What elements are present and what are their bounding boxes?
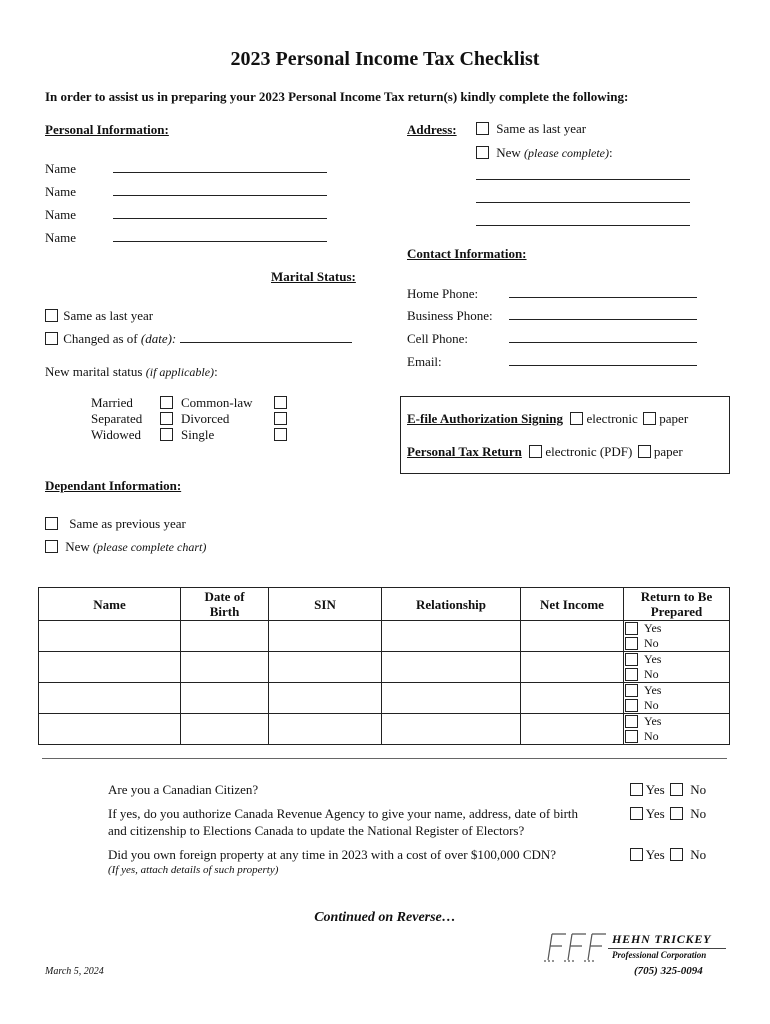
col-header-dob <box>181 588 269 621</box>
personal-info-heading: Personal Information: <box>45 122 169 137</box>
return-yes-option[interactable] <box>624 714 729 729</box>
table-row <box>39 714 730 745</box>
name-row-4 <box>45 230 327 246</box>
efile-electronic-label: electronic <box>586 411 638 426</box>
dependant-new-checkbox[interactable] <box>45 540 58 553</box>
return-yes-option[interactable] <box>624 652 729 667</box>
cell-dob[interactable] <box>181 652 269 683</box>
question-citizen: Are you a Canadian Citizen? <box>108 782 259 797</box>
return-yes-checkbox[interactable] <box>625 715 638 728</box>
return-no-option[interactable] <box>624 636 729 651</box>
marital-option-married[interactable] <box>91 395 171 411</box>
cell-net-income[interactable] <box>521 621 624 652</box>
return-no-option[interactable] <box>624 698 729 713</box>
name-label: Name <box>45 207 77 222</box>
return-no-label: No <box>644 698 659 712</box>
foreign-yes-checkbox[interactable] <box>630 848 643 861</box>
return-paper-label: paper <box>653 444 683 459</box>
question-elections-answers <box>630 806 706 822</box>
cell-name[interactable] <box>39 683 181 714</box>
question-foreign-note: (If yes, attach details of such property) <box>108 864 279 876</box>
return-yes-checkbox[interactable] <box>625 622 638 635</box>
cell-relationship[interactable] <box>382 621 521 652</box>
return-yes-checkbox[interactable] <box>625 684 638 697</box>
marital-option-label: Single <box>181 427 215 442</box>
col-header-return-text: Return to Be Prepared <box>640 589 713 619</box>
marital-option-label: Divorced <box>181 411 230 426</box>
address-heading: Address: <box>407 122 457 137</box>
question-elections-line1: If yes, do you authorize Canada Revenue Agency to give your name, address, date of birth <box>108 806 579 821</box>
efile-paper-label: paper <box>659 411 689 426</box>
table-row <box>39 683 730 714</box>
dependant-heading: Dependant Information: <box>45 478 182 493</box>
address-line-1[interactable] <box>476 170 690 180</box>
email-label: Email: <box>407 354 442 369</box>
firm-underline <box>608 948 726 949</box>
cell-return <box>624 714 730 745</box>
marital-married-checkbox[interactable] <box>160 396 173 409</box>
marital-widowed-checkbox[interactable] <box>160 428 173 441</box>
cell-relationship[interactable] <box>382 714 521 745</box>
citizen-no-checkbox[interactable] <box>670 783 683 796</box>
cell-return <box>624 652 730 683</box>
question-foreign-answers <box>630 847 706 863</box>
cell-sin[interactable] <box>269 683 382 714</box>
marital-changed-option[interactable] <box>45 331 352 347</box>
business-phone-label: Business Phone: <box>407 308 493 323</box>
question-elections-line2: and citizenship to Elections Canada to update the National Register of Electors? <box>108 823 525 838</box>
col-header-relationship: Relationship <box>382 588 521 621</box>
marital-same-option[interactable] <box>45 308 153 324</box>
marital-heading: Marital Status: <box>271 269 356 284</box>
name-input-line[interactable] <box>113 209 327 219</box>
dependant-same-checkbox[interactable] <box>45 517 58 530</box>
name-row-2 <box>45 184 327 200</box>
name-input-line[interactable] <box>113 232 327 242</box>
cell-net-income[interactable] <box>521 714 624 745</box>
marital-single-checkbox[interactable] <box>274 428 287 441</box>
col-header-dob-text: Date of Birth <box>204 589 245 619</box>
home-phone-input-line[interactable] <box>509 288 697 298</box>
cell-dob[interactable] <box>181 683 269 714</box>
foreign-no-checkbox[interactable] <box>670 848 683 861</box>
page-title: 2023 Personal Income Tax Checklist <box>230 48 540 70</box>
return-yes-checkbox[interactable] <box>625 653 638 666</box>
cell-sin[interactable] <box>269 621 382 652</box>
elections-yes-checkbox[interactable] <box>630 807 643 820</box>
address-same-option[interactable] <box>476 121 586 137</box>
citizen-yes-checkbox[interactable] <box>630 783 643 796</box>
intro-text: In order to assist us in preparing your 2023 Personal Income Tax return(s) kindly complete the following: <box>45 89 629 104</box>
name-label: Name <box>45 184 77 199</box>
marital-option-single[interactable] <box>181 427 289 443</box>
cell-return <box>624 621 730 652</box>
citizen-yes-label: Yes <box>645 782 665 797</box>
return-no-label: No <box>644 667 659 681</box>
question-foreign-property: Did you own foreign property at any time in 2023 with a cost of over $100,000 CDN? <box>108 847 557 862</box>
dependant-new-option[interactable] <box>45 539 206 555</box>
efile-heading: E-file Authorization Signing <box>407 411 564 426</box>
cell-phone-input-line[interactable] <box>509 333 697 343</box>
email-row <box>407 354 697 370</box>
home-phone-label: Home Phone: <box>407 286 479 301</box>
contact-heading: Contact Information: <box>407 246 527 261</box>
dependant-new-note: (please complete chart) <box>93 540 207 554</box>
marital-divorced-checkbox[interactable] <box>274 412 287 425</box>
marital-option-separated[interactable] <box>91 411 171 427</box>
return-paper-checkbox[interactable] <box>638 445 651 458</box>
address-line-3[interactable] <box>476 216 690 226</box>
section-divider <box>42 758 727 759</box>
new-marital-status-text: New marital status <box>45 364 143 379</box>
efile-row <box>407 411 688 427</box>
return-yes-option[interactable] <box>624 683 729 698</box>
cell-phone-row <box>407 331 697 347</box>
cell-dob[interactable] <box>181 621 269 652</box>
elections-no-checkbox[interactable] <box>670 807 683 820</box>
marital-changed-note: (date): <box>140 331 177 346</box>
revision-date: March 5, 2024 <box>45 966 104 977</box>
question-citizen-answers <box>630 782 706 798</box>
new-marital-status-colon: : <box>214 364 218 379</box>
return-no-label: No <box>644 729 659 743</box>
col-header-name: Name <box>39 588 181 621</box>
marital-option-divorced[interactable] <box>181 411 289 427</box>
address-same-checkbox[interactable] <box>476 122 489 135</box>
firm-logo-mark-icon <box>540 930 608 964</box>
return-no-option[interactable] <box>624 729 729 744</box>
address-new-label: New <box>496 145 521 160</box>
marital-date-input-line[interactable] <box>180 333 352 343</box>
cell-sin[interactable] <box>269 652 382 683</box>
return-yes-label: Yes <box>644 683 662 697</box>
name-input-line[interactable] <box>113 163 327 173</box>
foreign-no-label: No <box>690 847 707 862</box>
return-yes-option[interactable] <box>624 621 729 636</box>
marital-separated-checkbox[interactable] <box>160 412 173 425</box>
return-no-label: No <box>644 636 659 650</box>
continued-on-reverse: Continued on Reverse… <box>314 910 456 925</box>
marital-option-widowed[interactable] <box>91 427 171 443</box>
elections-no-label: No <box>690 806 707 821</box>
dependant-same-option[interactable] <box>45 516 186 532</box>
cell-name[interactable] <box>39 714 181 745</box>
address-new-option[interactable] <box>476 145 613 161</box>
marital-option-label: Separated <box>91 411 143 426</box>
return-no-option[interactable] <box>624 667 729 682</box>
table-header-row <box>39 588 730 621</box>
name-row-1 <box>45 161 327 177</box>
address-line-2[interactable] <box>476 193 690 203</box>
return-yes-label: Yes <box>644 621 662 635</box>
marital-common-law-checkbox[interactable] <box>274 396 287 409</box>
business-phone-row <box>407 308 697 324</box>
return-electronic-label: electronic (PDF) <box>545 444 633 459</box>
efile-options-box <box>400 396 730 474</box>
marital-option-common-law[interactable] <box>181 395 289 411</box>
marital-option-label: Common-law <box>181 395 253 410</box>
new-marital-status-label <box>45 364 218 380</box>
firm-name: HEHN TRICKEY <box>612 932 712 946</box>
name-label: Name <box>45 230 77 245</box>
return-no-checkbox[interactable] <box>625 637 638 650</box>
efile-paper-checkbox[interactable] <box>643 412 656 425</box>
table-row <box>39 621 730 652</box>
new-marital-status-note: (if applicable) <box>145 365 215 379</box>
cell-relationship[interactable] <box>382 683 521 714</box>
return-electronic-checkbox[interactable] <box>529 445 542 458</box>
return-yes-label: Yes <box>644 714 662 728</box>
foreign-yes-label: Yes <box>645 847 665 862</box>
dependant-new-label: New <box>65 539 90 554</box>
business-phone-input-line[interactable] <box>509 310 697 320</box>
cell-name[interactable] <box>39 621 181 652</box>
elections-yes-label: Yes <box>645 806 665 821</box>
marital-same-checkbox[interactable] <box>45 309 58 322</box>
cell-dob[interactable] <box>181 714 269 745</box>
address-same-label: Same as last year <box>496 121 587 136</box>
marital-same-label: Same as last year <box>63 308 154 323</box>
return-yes-label: Yes <box>644 652 662 666</box>
cell-return <box>624 683 730 714</box>
marital-option-label: Widowed <box>91 427 142 442</box>
return-copy-row <box>407 444 683 460</box>
marital-changed-checkbox[interactable] <box>45 332 58 345</box>
efile-electronic-checkbox[interactable] <box>570 412 583 425</box>
email-input-line[interactable] <box>509 356 697 366</box>
address-new-colon: : <box>609 145 613 160</box>
return-no-checkbox[interactable] <box>625 730 638 743</box>
cell-sin[interactable] <box>269 714 382 745</box>
marital-changed-label: Changed as of <box>63 331 138 346</box>
address-new-note: (please complete) <box>524 146 610 160</box>
name-label: Name <box>45 161 77 176</box>
name-row-3 <box>45 207 327 223</box>
cell-name[interactable] <box>39 652 181 683</box>
cell-net-income[interactable] <box>521 652 624 683</box>
return-copy-heading: Personal Tax Return <box>407 444 522 459</box>
col-header-net-income: Net Income <box>521 588 624 621</box>
return-no-checkbox[interactable] <box>625 668 638 681</box>
marital-option-label: Married <box>91 395 133 410</box>
firm-logo <box>540 930 730 966</box>
col-header-return <box>624 588 730 621</box>
cell-phone-label: Cell Phone: <box>407 331 469 346</box>
firm-subtitle: Professional Corporation <box>612 950 707 960</box>
address-new-checkbox[interactable] <box>476 146 489 159</box>
dependant-table <box>38 587 730 745</box>
citizen-no-label: No <box>690 782 707 797</box>
return-no-checkbox[interactable] <box>625 699 638 712</box>
cell-relationship[interactable] <box>382 652 521 683</box>
name-input-line[interactable] <box>113 186 327 196</box>
col-header-sin: SIN <box>269 588 382 621</box>
dependant-same-label: Same as previous year <box>69 516 186 531</box>
home-phone-row <box>407 286 697 302</box>
table-row <box>39 652 730 683</box>
cell-net-income[interactable] <box>521 683 624 714</box>
firm-phone: (705) 325-0094 <box>634 965 703 977</box>
